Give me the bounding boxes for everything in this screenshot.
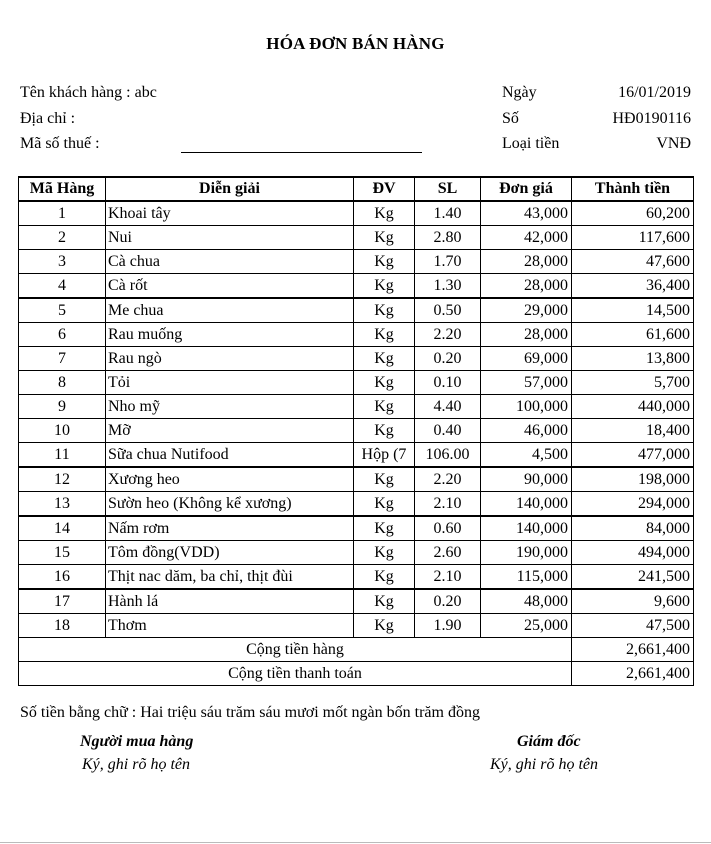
cell-unit-price: 28,000 bbox=[481, 323, 572, 347]
date-value: 16/01/2019 bbox=[618, 84, 691, 101]
items-table bbox=[18, 176, 694, 686]
table-row bbox=[19, 565, 694, 590]
cell-quantity: 1.40 bbox=[415, 201, 481, 226]
cell-quantity: 2.10 bbox=[415, 565, 481, 590]
cell-unit-price: 69,000 bbox=[481, 347, 572, 371]
cell-quantity: 0.50 bbox=[415, 298, 481, 323]
cell-unit-price: 48,000 bbox=[481, 589, 572, 614]
cell-quantity: 2.20 bbox=[415, 467, 481, 492]
total-value: 2,661,400 bbox=[572, 662, 694, 686]
cell-unit: Kg bbox=[354, 371, 415, 395]
table-row bbox=[19, 467, 694, 492]
cell-code: 13 bbox=[19, 492, 106, 517]
cell-description: Hành lá bbox=[106, 589, 354, 614]
table-row bbox=[19, 298, 694, 323]
table-row bbox=[19, 395, 694, 419]
cell-code: 2 bbox=[19, 226, 106, 250]
cell-description: Khoai tây bbox=[106, 201, 354, 226]
cell-amount: 294,000 bbox=[572, 492, 694, 517]
cell-unit-price: 140,000 bbox=[481, 492, 572, 517]
cell-quantity: 0.10 bbox=[415, 371, 481, 395]
cell-unit: Kg bbox=[354, 395, 415, 419]
buyer-signature-note: Ký, ghi rõ họ tên bbox=[82, 756, 190, 773]
currency-label: Loại tiền bbox=[502, 135, 560, 152]
tax-code-underline bbox=[181, 152, 422, 153]
date-label: Ngày bbox=[502, 84, 537, 101]
cell-code: 17 bbox=[19, 589, 106, 614]
cell-description: Tỏi bbox=[106, 371, 354, 395]
cell-description: Nho mỹ bbox=[106, 395, 354, 419]
amount-in-words bbox=[20, 704, 480, 722]
cell-quantity: 0.20 bbox=[415, 347, 481, 371]
cell-description: Rau muống bbox=[106, 323, 354, 347]
table-row bbox=[19, 614, 694, 638]
cell-unit: Kg bbox=[354, 226, 415, 250]
amount-in-words-value: Hai triệu sáu trăm sáu mươi mốt ngàn bốn trăm đồng bbox=[140, 704, 480, 721]
cell-quantity: 2.80 bbox=[415, 226, 481, 250]
table-row bbox=[19, 347, 694, 371]
cell-code: 18 bbox=[19, 614, 106, 638]
cell-description: Sữa chua Nutifood bbox=[106, 443, 354, 468]
cell-code: 4 bbox=[19, 274, 106, 299]
cell-code: 3 bbox=[19, 250, 106, 274]
cell-amount: 440,000 bbox=[572, 395, 694, 419]
cell-unit: Kg bbox=[354, 298, 415, 323]
cell-amount: 61,600 bbox=[572, 323, 694, 347]
table-header-row bbox=[19, 177, 694, 201]
cell-amount: 117,600 bbox=[572, 226, 694, 250]
cell-description: Sườn heo (Không kể xương) bbox=[106, 492, 354, 517]
cell-quantity: 106.00 bbox=[415, 443, 481, 468]
address-label: Địa chỉ : bbox=[20, 110, 76, 127]
cell-unit-price: 57,000 bbox=[481, 371, 572, 395]
customer-name-value: abc bbox=[134, 84, 157, 101]
table-row bbox=[19, 226, 694, 250]
tax-code-label: Mã số thuế : bbox=[20, 135, 100, 152]
cell-description: Xương heo bbox=[106, 467, 354, 492]
cell-quantity: 2.60 bbox=[415, 541, 481, 565]
cell-description: Me chua bbox=[106, 298, 354, 323]
cell-unit-price: 43,000 bbox=[481, 201, 572, 226]
buyer-signature-title: Người mua hàng bbox=[80, 733, 194, 750]
cell-code: 7 bbox=[19, 347, 106, 371]
invoice-number-value: HĐ0190116 bbox=[612, 110, 691, 127]
cell-unit: Kg bbox=[354, 589, 415, 614]
cell-description: Thơm bbox=[106, 614, 354, 638]
subtotal-value: 2,661,400 bbox=[572, 638, 694, 662]
table-row bbox=[19, 443, 694, 468]
table-row bbox=[19, 516, 694, 541]
cell-amount: 494,000 bbox=[572, 541, 694, 565]
cell-unit-price: 28,000 bbox=[481, 274, 572, 299]
cell-amount: 14,500 bbox=[572, 298, 694, 323]
cell-unit: Kg bbox=[354, 419, 415, 443]
cell-quantity: 2.10 bbox=[415, 492, 481, 517]
cell-amount: 241,500 bbox=[572, 565, 694, 590]
header-unit-price: Đơn giá bbox=[481, 177, 572, 201]
cell-unit: Kg bbox=[354, 274, 415, 299]
cell-quantity: 0.20 bbox=[415, 589, 481, 614]
cell-unit-price: 25,000 bbox=[481, 614, 572, 638]
cell-unit-price: 4,500 bbox=[481, 443, 572, 468]
director-signature-title: Giám đốc bbox=[517, 733, 581, 750]
cell-unit-price: 115,000 bbox=[481, 565, 572, 590]
cell-code: 9 bbox=[19, 395, 106, 419]
cell-code: 11 bbox=[19, 443, 106, 468]
cell-amount: 477,000 bbox=[572, 443, 694, 468]
table-row bbox=[19, 323, 694, 347]
cell-unit-price: 28,000 bbox=[481, 250, 572, 274]
header-unit: ĐV bbox=[354, 177, 415, 201]
header-quantity: SL bbox=[415, 177, 481, 201]
cell-unit: Kg bbox=[354, 347, 415, 371]
cell-description: Nấm rơm bbox=[106, 516, 354, 541]
customer-name-label: Tên khách hàng : bbox=[20, 84, 131, 101]
cell-code: 8 bbox=[19, 371, 106, 395]
cell-code: 10 bbox=[19, 419, 106, 443]
cell-code: 6 bbox=[19, 323, 106, 347]
cell-amount: 60,200 bbox=[572, 201, 694, 226]
cell-unit: Kg bbox=[354, 492, 415, 517]
cell-unit-price: 90,000 bbox=[481, 467, 572, 492]
cell-amount: 18,400 bbox=[572, 419, 694, 443]
cell-unit-price: 100,000 bbox=[481, 395, 572, 419]
table-row bbox=[19, 201, 694, 226]
header-code: Mã Hàng bbox=[19, 177, 106, 201]
cell-unit: Kg bbox=[354, 614, 415, 638]
cell-description: Nui bbox=[106, 226, 354, 250]
cell-description: Rau ngò bbox=[106, 347, 354, 371]
cell-description: Cà chua bbox=[106, 250, 354, 274]
cell-quantity: 1.70 bbox=[415, 250, 481, 274]
page-bottom-divider bbox=[0, 842, 711, 843]
currency-value: VNĐ bbox=[656, 135, 691, 152]
cell-code: 15 bbox=[19, 541, 106, 565]
cell-code: 1 bbox=[19, 201, 106, 226]
cell-unit: Kg bbox=[354, 201, 415, 226]
cell-unit-price: 46,000 bbox=[481, 419, 572, 443]
invoice-number-label: Số bbox=[502, 110, 519, 127]
cell-unit: Kg bbox=[354, 467, 415, 492]
cell-amount: 198,000 bbox=[572, 467, 694, 492]
header-amount: Thành tiền bbox=[572, 177, 694, 201]
cell-unit: Kg bbox=[354, 250, 415, 274]
cell-quantity: 0.40 bbox=[415, 419, 481, 443]
cell-unit: Hộp (7 bbox=[354, 443, 415, 468]
header-description: Diễn giải bbox=[106, 177, 354, 201]
cell-amount: 13,800 bbox=[572, 347, 694, 371]
table-row bbox=[19, 492, 694, 517]
cell-quantity: 1.30 bbox=[415, 274, 481, 299]
cell-code: 12 bbox=[19, 467, 106, 492]
total-row bbox=[19, 662, 694, 686]
cell-code: 5 bbox=[19, 298, 106, 323]
cell-description: Tôm đồng(VDD) bbox=[106, 541, 354, 565]
amount-in-words-label: Số tiền bằng chữ : bbox=[20, 704, 137, 721]
cell-description: Thịt nac dăm, ba chỉ, thịt đùi bbox=[106, 565, 354, 590]
table-row bbox=[19, 371, 694, 395]
cell-quantity: 2.20 bbox=[415, 323, 481, 347]
cell-code: 16 bbox=[19, 565, 106, 590]
cell-unit-price: 140,000 bbox=[481, 516, 572, 541]
cell-description: Mỡ bbox=[106, 419, 354, 443]
total-label: Cộng tiền thanh toán bbox=[19, 662, 572, 686]
table-row bbox=[19, 419, 694, 443]
cell-code: 14 bbox=[19, 516, 106, 541]
cell-amount: 84,000 bbox=[572, 516, 694, 541]
subtotal-row bbox=[19, 638, 694, 662]
table-row bbox=[19, 589, 694, 614]
cell-unit: Kg bbox=[354, 565, 415, 590]
customer-name-row bbox=[20, 84, 157, 102]
cell-description: Cà rốt bbox=[106, 274, 354, 299]
table-row bbox=[19, 541, 694, 565]
cell-unit-price: 190,000 bbox=[481, 541, 572, 565]
table-row bbox=[19, 274, 694, 299]
cell-unit-price: 29,000 bbox=[481, 298, 572, 323]
cell-amount: 36,400 bbox=[572, 274, 694, 299]
cell-unit: Kg bbox=[354, 516, 415, 541]
cell-amount: 47,600 bbox=[572, 250, 694, 274]
cell-amount: 9,600 bbox=[572, 589, 694, 614]
invoice-title: HÓA ĐƠN BÁN HÀNG bbox=[266, 34, 445, 53]
cell-unit: Kg bbox=[354, 541, 415, 565]
table-row bbox=[19, 250, 694, 274]
director-signature-note: Ký, ghi rõ họ tên bbox=[490, 756, 598, 773]
cell-unit: Kg bbox=[354, 323, 415, 347]
cell-quantity: 4.40 bbox=[415, 395, 481, 419]
cell-quantity: 1.90 bbox=[415, 614, 481, 638]
cell-unit-price: 42,000 bbox=[481, 226, 572, 250]
cell-amount: 47,500 bbox=[572, 614, 694, 638]
subtotal-label: Cộng tiền hàng bbox=[19, 638, 572, 662]
cell-quantity: 0.60 bbox=[415, 516, 481, 541]
cell-amount: 5,700 bbox=[572, 371, 694, 395]
